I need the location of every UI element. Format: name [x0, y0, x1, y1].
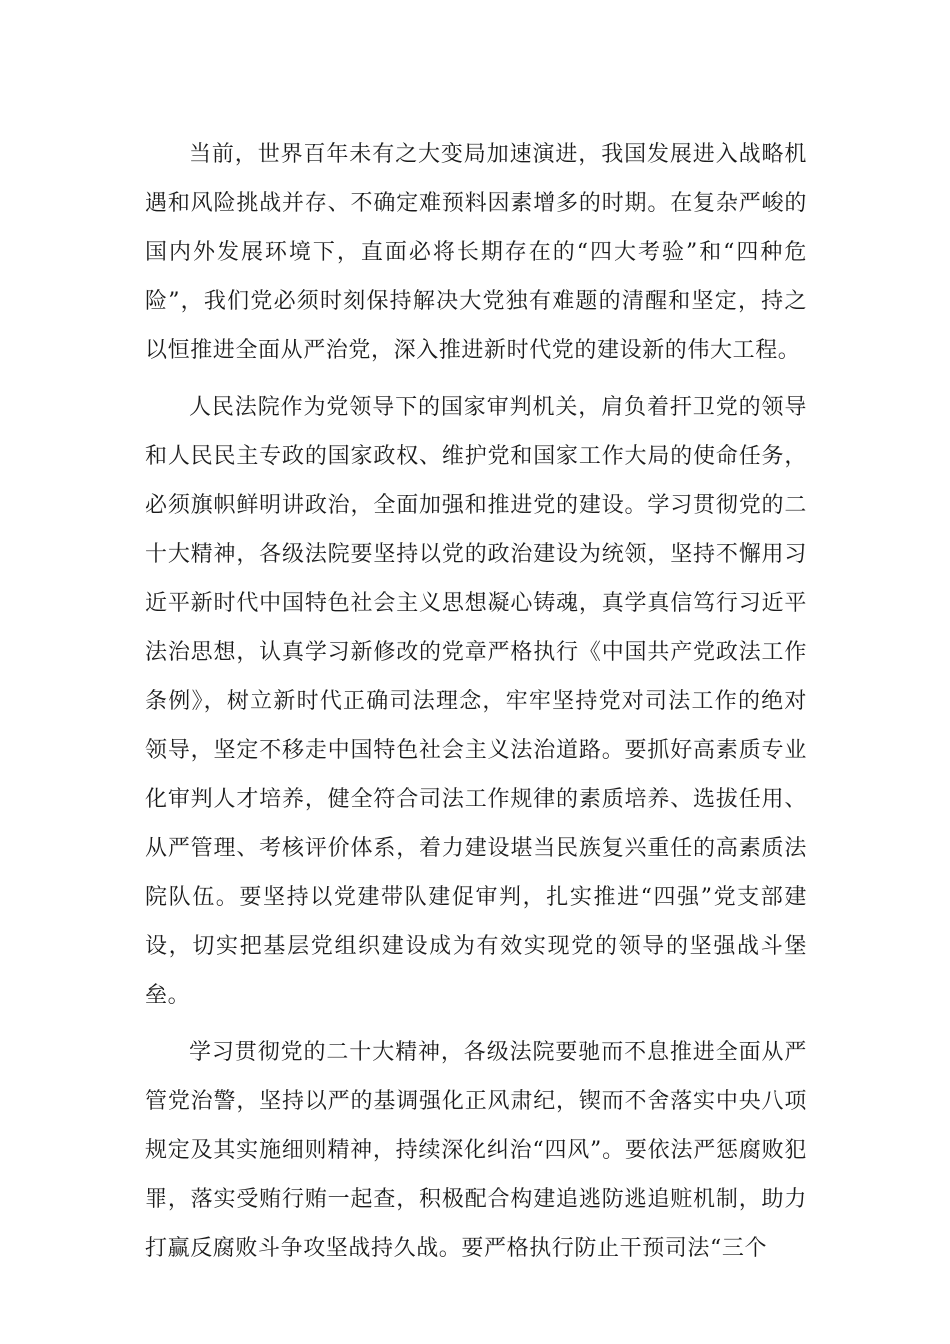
paragraph-1: 当前，世界百年未有之大变局加速演进，我国发展进入战略机遇和风险挑战并存、不确定难预料因素增多的时期。在复杂严峻的国内外发展环境下，直面必将长期存在的“四大考验”和“四种危险”，我们党必须时刻保持解决大党独有难题的清醒和坚定，持之以恒推进全面从严治党，深入推进新时代党的建设新的伟大工程。: [145, 142, 807, 363]
paragraph-2: 人民法院作为党领导下的国家审判机关，肩负着扞卫党的领导和人民民主专政的国家政权、维护党和国家工作大局的使命任务，必须旗帜鲜明讲政治，全面加强和推进党的建设。学习贯彻党的二十大精神，各级法院要坚持以党的政治建设为统领，坚持不懈用习近平新时代中国特色社会主义思想凝心铸魂，真学真信笃行习近平法治思想，认真学习新修改的党章严格执行《中国共产党政法工作条例》，树立新时代正确司法理念，牢牢坚持党对司法工作的绝对领导，坚定不移走中国特色社会主义法治道路。要抓好高素质专业化审判人才培养，健全符合司法工作规律的素质培养、选拔任用、从严管理、考核评价体系，着力建设堪当民族复兴重任的高素质法院队伍。要坚持以党建带队建促审判，扎实推进“四强”党支部建设，切实把基层党组织建设成为有效实现党的领导的坚强战斗堡垒。: [145, 395, 807, 1008]
document-body: [145, 130, 807, 1273]
paragraph-3: 学习贯彻党的二十大精神，各级法院要驰而不息推进全面从严管党治警，坚持以严的基调强化正风肃纪，锲而不舍落实中央八项规定及其实施细则精神，持续深化纠治“四风”。要依法严惩腐败犯罪，落实受贿行贿一起查，积极配合构建追逃防逃追赃机制，助力打赢反腐败斗争攻坚战持久战。要严格执行防止干预司法“三个: [145, 1040, 807, 1261]
